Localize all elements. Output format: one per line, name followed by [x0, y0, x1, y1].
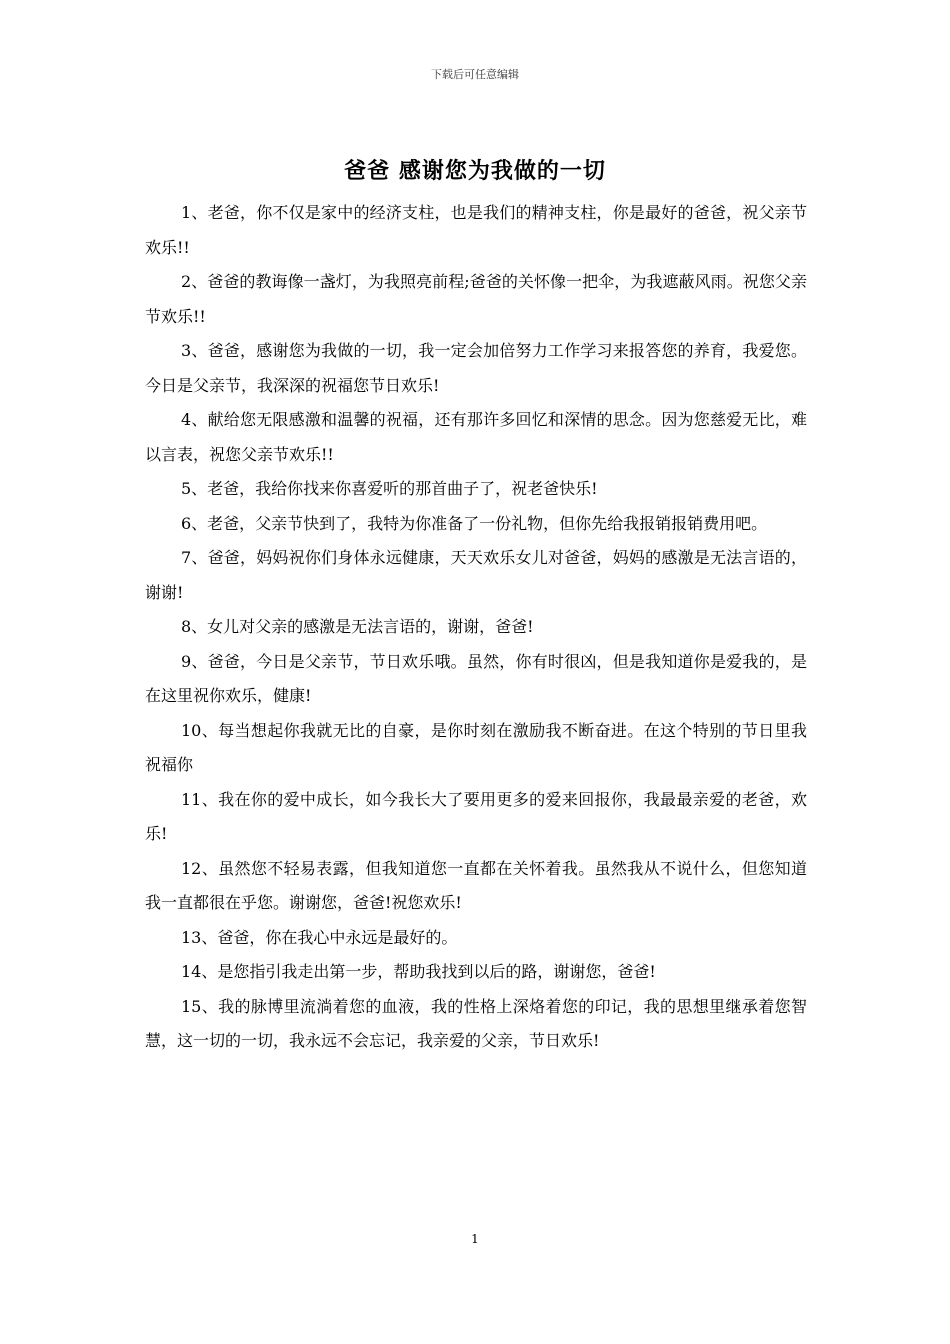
paragraph-3: 3、爸爸，感谢您为我做的一切，我一定会加倍努力工作学习来报答您的养育，我爱您。今日是父亲节，我深深的祝福您节日欢乐!: [145, 341, 807, 395]
document-title: 爸爸 感谢您为我做的一切: [344, 158, 606, 184]
paragraph-2: 2、爸爸的教诲像一盏灯，为我照亮前程;爸爸的关怀像一把伞，为我遮蔽风雨。祝您父亲节欢乐!!: [145, 272, 807, 326]
document-body: [145, 196, 807, 1059]
paragraph-15: 15、我的脉博里流淌着您的血液，我的性格上深烙着您的印记，我的思想里继承着您智慧，这一切的一切，我永远不会忘记，我亲爱的父亲，节日欢乐!: [145, 996, 807, 1050]
paragraph-9: 9、爸爸，今日是父亲节，节日欢乐哦。虽然，你有时很凶，但是我知道你是爱我的，是在这里祝你欢乐，健康!: [145, 651, 807, 705]
paragraph-10: 10、每当想起你我就无比的自豪，是你时刻在激励我不断奋进。在这个特别的节日里我祝福你: [145, 720, 807, 774]
paragraph-8: 8、女儿对父亲的感激是无法言语的，谢谢，爸爸!: [181, 617, 534, 636]
paragraph-14: 14、是您指引我走出第一步，帮助我找到以后的路，谢谢您，爸爸!: [181, 962, 656, 981]
paragraph-6: 6、老爸，父亲节快到了，我特为你准备了一份礼物，但你先给我报销报销费用吧。: [181, 513, 768, 533]
header-note: 下载后可任意编辑: [431, 68, 519, 81]
paragraph-5: 5、老爸，我给你找来你喜爱听的那首曲子了，祝老爸快乐!: [181, 479, 598, 498]
page-number: 1: [471, 1232, 479, 1246]
paragraph-4: 4、献给您无限感激和温馨的祝福，还有那许多回忆和深情的思念。因为您慈爱无比，难以言表，祝您父亲节欢乐!!: [145, 410, 807, 464]
paragraph-12: 12、虽然您不轻易表露，但我知道您一直都在关怀着我。虽然我从不说什么，但您知道我一直都很在乎您。谢谢您，爸爸!祝您欢乐!: [145, 858, 807, 912]
paragraph-13: 13、爸爸，你在我心中永远是最好的。: [181, 927, 458, 947]
paragraph-1: 1、老爸，你不仅是家中的经济支柱，也是我们的精神支柱，你是最好的爸爸，祝父亲节欢乐!!: [145, 203, 807, 257]
paragraph-11: 11、我在你的爱中成长，如今我长大了要用更多的爱来回报你，我最最亲爱的老爸，欢乐!: [145, 789, 807, 843]
paragraph-7: 7、爸爸，妈妈祝你们身体永远健康，天天欢乐女儿对爸爸，妈妈的感激是无法言语的，谢谢!: [145, 548, 807, 602]
